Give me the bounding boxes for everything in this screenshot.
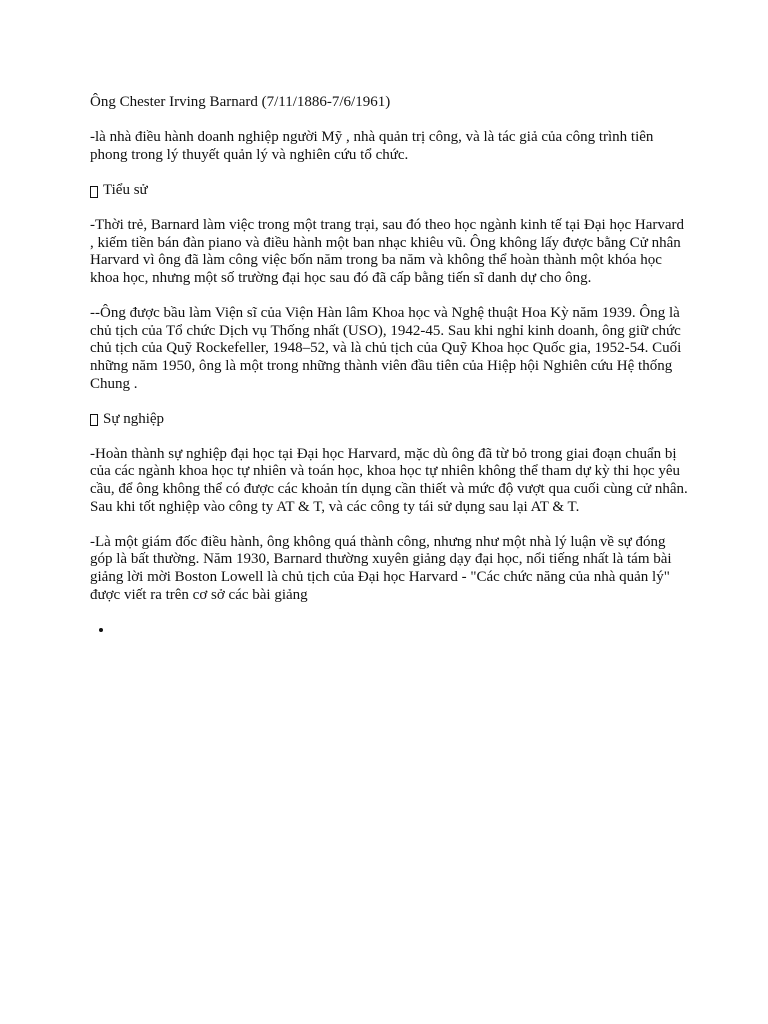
section-heading-label: Sự nghiệp [103,410,165,427]
paragraph: --Ông được bầu làm Viện sĩ của Viện Hàn lâm Khoa học và Nghệ thuật Hoa Kỳ năm 1939. Ông là chủ tịch của Tổ chức Dịch vụ Thống nhất (USO), 1942-45. Sau khi nghỉ kinh doanh, ông giữ chức chủ tịch của Quỹ Rockefeller, 1948–52, và là chủ tịch của Quỹ Khoa học Quốc gia, 1952-54. Cuối những năm 1950, ông là một trong những thành viên đầu tiên của Hiệp hội Nghiên cứu Hệ thống Chung . [90,305,682,392]
section-heading-career [90,411,690,429]
bullet-list [90,622,690,640]
intro-paragraph: -là nhà điều hành doanh nghiệp người Mỹ , nhà quản trị công, và là tác giả của công trình tiên phong trong lý thuyết quản lý và nghiên cứu tổ chức. [90,129,654,163]
section-heading-biography [90,182,690,200]
section-heading-label: Tiểu sử [103,181,148,198]
document-title: Ông Chester Irving Barnard (7/11/1886-7/6/1961) [90,94,391,110]
document-body [90,94,690,639]
paragraph: -Thời trẻ, Barnard làm việc trong một trang trại, sau đó theo học ngành kinh tế tại Đại học Harvard , kiếm tiền bán đàn piano và điều hành một ban nhạc khiêu vũ. Ông không lấy được bằng Cử nhân Harvard vì ông đã làm công việc bốn năm trong ba năm và không thể hoàn thành một khóa học khoa học, nhưng một số trường đại học sau đó đã cấp bằng tiến sĩ danh dự cho ông. [90,217,684,286]
missing-glyph-icon [90,414,98,426]
list-item [114,622,690,640]
paragraph: -Hoàn thành sự nghiệp đại học tại Đại học Harvard, mặc dù ông đã từ bỏ trong giai đoạn chuẩn bị của các ngành khoa học tự nhiên và toán học, khoa học tự nhiên không thể tham dự kỳ thi học yêu cầu, để ông không thể có được các khoản tín dụng cần thiết và mức độ vượt qua cuối cùng cử nhân. Sau khi tốt nghiệp vào công ty AT & T, và các công ty tái sử dụng sau lại AT & T. [90,445,688,515]
paragraph: -Là một giám đốc điều hành, ông không quá thành công, nhưng như một nhà lý luận về sự đóng góp là bất thường. Năm 1930, Barnard thường xuyên giảng dạy đại học, nổi tiếng nhất là tám bài giảng lời mời Boston Lowell là chủ tịch của Đại học Harvard - "Các chức năng của nhà quản lý" được viết ra trên cơ sở các bài giảng [90,533,672,603]
missing-glyph-icon [90,186,98,198]
